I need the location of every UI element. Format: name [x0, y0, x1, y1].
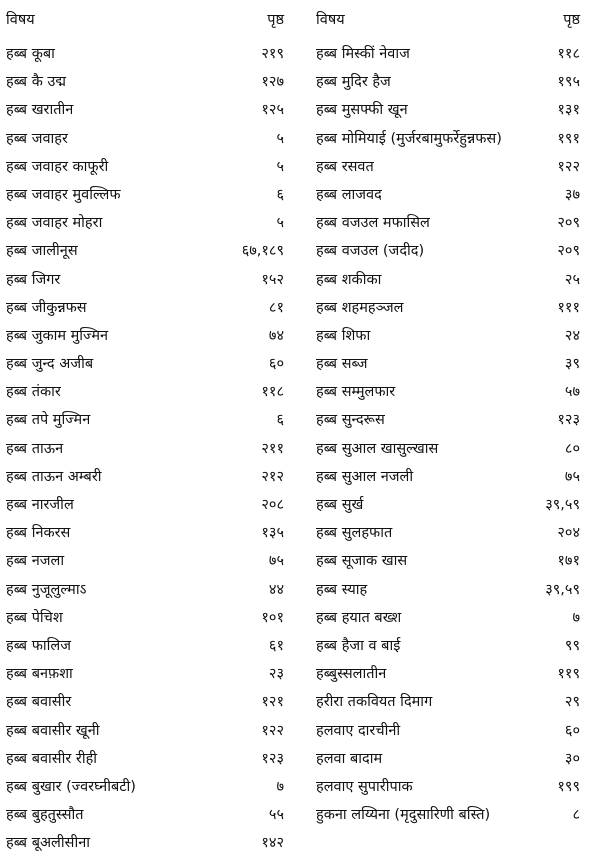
entry-subject: हलवाए सुपारीपाक	[316, 778, 413, 795]
entry-subject: हब्ब तंकार	[6, 384, 61, 401]
entry-subject: हब्ब ताऊन	[6, 440, 64, 457]
entry-subject: हब्ब बुहतुस्सौत	[6, 807, 84, 824]
entry-page-number: १११	[557, 299, 580, 316]
entry-subject: हब्ब जवाहर	[6, 130, 68, 147]
entry-subject: हब्ब सम्मुलफार	[316, 384, 396, 401]
entry-page-number: ५	[276, 130, 284, 147]
entry-page-number: ८०	[564, 440, 580, 457]
entry-subject: हब्ब खरातीन	[6, 102, 74, 119]
entry-page-number: ६७,१८९	[241, 243, 284, 260]
entry-subject: हब्ब निकरस	[6, 525, 71, 542]
entry-subject: हब्ब सब्ज	[316, 356, 368, 373]
entry-subject: हब्ब शहमहञ्जल	[316, 299, 404, 316]
index-entry	[310, 40, 600, 68]
index-entry	[0, 660, 296, 688]
entry-subject: हब्ब मुसफ्फी खून	[316, 102, 408, 119]
entry-subject: हब्ब नारजील	[6, 497, 74, 513]
entry-subject: हब्ब ताऊन अम्बरी	[6, 468, 102, 485]
index-entry	[310, 153, 600, 181]
entry-subject: हरीरा तकवियत दिमाग	[316, 694, 433, 711]
entry-page-number: २९	[564, 694, 580, 711]
entry-subject: हब्ब रसवत	[316, 158, 374, 175]
entry-page-number: १५२	[261, 271, 284, 288]
index-entry	[310, 547, 600, 575]
index-entry	[310, 660, 600, 688]
entry-page-number: ५	[276, 215, 284, 232]
subject-header: विषय	[6, 12, 35, 28]
entry-page-number: १०१	[261, 609, 284, 626]
entry-subject: हब्ब जवाहर मुवल्लिफ	[6, 186, 121, 203]
entry-subject: हब्ब बवासीर	[6, 694, 72, 711]
index-entry	[0, 463, 296, 491]
index-entry	[0, 717, 296, 745]
entry-subject: हब्ब हयात बख्श	[316, 609, 402, 626]
entry-page-number: ३९,५९	[545, 581, 580, 598]
entry-page-number: १२२	[261, 722, 284, 739]
entry-page-number: १४२	[261, 835, 284, 852]
index-entry	[0, 153, 296, 181]
entry-page-number: ५७	[564, 384, 580, 401]
index-entry	[310, 491, 600, 519]
entry-page-number: ६	[276, 186, 284, 203]
entry-subject: हब्ब जीकुन्नफस	[6, 299, 87, 316]
index-entry	[310, 632, 600, 660]
index-entry	[310, 435, 600, 463]
entry-subject: हलवा बादाम	[316, 750, 383, 767]
entry-page-number: १२३	[557, 412, 580, 429]
entry-page-number: ५	[276, 158, 284, 175]
index-entry	[0, 322, 296, 350]
index-entry	[310, 181, 600, 209]
index-entry	[310, 463, 600, 491]
entry-subject: हुकना लय्यिना (मृदुसारिणी बस्ति)	[316, 807, 491, 824]
index-entry	[0, 491, 296, 519]
entry-subject: हब्ब सुआल नजली	[316, 468, 414, 485]
index-entry	[0, 519, 296, 547]
entry-page-number: ३९,५९	[545, 497, 580, 513]
entry-page-number: १३५	[261, 525, 284, 542]
right-column-header	[310, 0, 600, 40]
entry-page-number: २५	[564, 271, 580, 288]
entry-page-number: ५५	[268, 807, 284, 824]
index-entry	[0, 350, 296, 378]
entry-page-number: १९१	[557, 130, 580, 147]
entry-subject: हब्ब सूजाक खास	[316, 553, 408, 570]
index-entry	[0, 576, 296, 604]
entry-subject: हलवाए दारचीनी	[316, 722, 401, 739]
page-header: पृष्ठ	[267, 12, 284, 28]
entry-subject: हब्ब बुखार (ज्वरघ्नीबटी)	[6, 778, 136, 795]
index-entry	[0, 632, 296, 660]
entry-subject: हब्ब सुर्ख	[316, 497, 364, 513]
entry-page-number: ८	[572, 807, 580, 824]
index-entry	[0, 378, 296, 406]
entry-subject: हब्ब बूअलीसीना	[6, 835, 90, 852]
page-header: पृष्ठ	[563, 12, 580, 28]
index-entry	[310, 266, 600, 294]
entry-page-number: १७१	[557, 553, 580, 570]
index-entry	[310, 519, 600, 547]
entry-page-number: ६०	[564, 722, 580, 739]
entry-page-number: ६१	[268, 637, 284, 654]
index-entry	[0, 68, 296, 96]
index-entry	[0, 181, 296, 209]
entry-subject: हब्ब जुकाम मुज्मिन	[6, 327, 109, 344]
entry-page-number: ११८	[557, 46, 580, 62]
index-entry	[310, 209, 600, 237]
entry-subject: हब्ब सुलहफात	[316, 525, 393, 542]
entry-page-number: ११८	[261, 384, 284, 401]
right-index-column	[310, 0, 600, 829]
entry-page-number: २४	[564, 327, 580, 344]
index-entry	[310, 68, 600, 96]
index-entry	[310, 604, 600, 632]
entry-subject: हब्ब शिफा	[316, 327, 371, 344]
index-entry	[310, 576, 600, 604]
entry-page-number: २०४	[557, 525, 580, 542]
entry-subject: हब्ब पेचिश	[6, 609, 63, 626]
entry-page-number: ३७	[564, 186, 580, 203]
index-entry	[310, 688, 600, 716]
entry-subject: हब्ब बवासीर खूनी	[6, 722, 100, 739]
entry-page-number: २१२	[261, 468, 284, 485]
index-entry	[310, 717, 600, 745]
entry-page-number: ९९	[564, 637, 580, 654]
index-entry	[0, 266, 296, 294]
entry-subject: हब्ब मिस्कीं नेवाज	[316, 46, 410, 62]
left-column-header	[0, 0, 296, 40]
entry-subject: हब्ब स्याह	[316, 581, 368, 598]
entry-subject: हब्ब कै उद्म	[6, 74, 67, 91]
entry-page-number: ४४	[268, 581, 284, 598]
subject-header: विषय	[316, 12, 345, 28]
index-entry	[310, 745, 600, 773]
index-entry	[310, 350, 600, 378]
entry-page-number: २३	[268, 666, 284, 683]
index-entry	[0, 435, 296, 463]
entry-page-number: १२७	[261, 74, 284, 91]
entry-page-number: ६	[276, 412, 284, 429]
entry-page-number: ७	[276, 778, 284, 795]
entry-subject: हब्ब नुजूलुल्माऽ	[6, 581, 87, 598]
entry-subject: हब्ब सुन्दरूस	[316, 412, 385, 429]
entry-page-number: २१९	[261, 46, 284, 62]
index-entry	[310, 294, 600, 322]
entry-page-number: ११९	[557, 666, 580, 683]
entry-subject: हब्ब जालीनूस	[6, 243, 78, 260]
entry-subject: हब्ब हैजा व बाई	[316, 637, 401, 654]
index-entry	[310, 406, 600, 434]
index-entry	[0, 801, 296, 829]
index-entry	[0, 406, 296, 434]
entry-page-number: १९९	[557, 778, 580, 795]
entry-subject: हब्ब मुदिर हैज	[316, 74, 391, 91]
index-entry	[310, 378, 600, 406]
entry-subject: हब्ब वजउल (जदीद)	[316, 243, 425, 260]
entry-subject: हब्ब बवासीर रीही	[6, 750, 98, 767]
index-entry	[0, 604, 296, 632]
entry-page-number: ३०	[564, 750, 580, 767]
entry-subject: हब्ब जवाहर मोहरा	[6, 215, 103, 232]
entry-subject: हब्ब तपे मुज्मिन	[6, 412, 91, 429]
entry-subject: हब्ब बनफ़शा	[6, 666, 73, 683]
index-entry	[310, 322, 600, 350]
entry-page-number: ६०	[268, 356, 284, 373]
entry-subject: हब्बुस्सलातीन	[316, 666, 387, 683]
entry-page-number: १२२	[557, 158, 580, 175]
index-entry	[310, 125, 600, 153]
entry-page-number: १३१	[557, 102, 580, 119]
entry-subject: हब्ब जिगर	[6, 271, 61, 288]
index-entry	[310, 237, 600, 265]
entry-page-number: ८१	[268, 299, 284, 316]
left-entry-list	[0, 40, 296, 857]
entry-subject: हब्ब जवाहर काफूरी	[6, 158, 109, 175]
entry-subject: हब्ब वजउल मफासिल	[316, 215, 430, 232]
index-entry	[310, 801, 600, 829]
index-entry	[0, 688, 296, 716]
entry-page-number: १२५	[261, 102, 284, 119]
entry-page-number: ३९	[564, 356, 580, 373]
entry-subject: हब्ब फालिज	[6, 637, 71, 654]
entry-page-number: २०८	[261, 497, 284, 513]
index-entry	[0, 125, 296, 153]
entry-page-number: १२३	[261, 750, 284, 767]
entry-page-number: २०९	[557, 243, 580, 260]
index-entry	[0, 40, 296, 68]
entry-subject: हब्ब कूबा	[6, 46, 55, 62]
index-entry	[0, 96, 296, 124]
index-entry	[0, 209, 296, 237]
index-entry	[0, 773, 296, 801]
entry-subject: हब्ब जुन्द अजीब	[6, 356, 94, 373]
right-entry-list	[310, 40, 600, 829]
entry-page-number: ७४	[268, 327, 284, 344]
index-entry	[310, 96, 600, 124]
index-entry	[310, 773, 600, 801]
left-index-column	[0, 0, 296, 857]
entry-page-number: ७५	[268, 553, 284, 570]
entry-page-number: ७५	[564, 468, 580, 485]
entry-page-number: ७	[572, 609, 580, 626]
index-entry	[0, 294, 296, 322]
index-entry	[0, 547, 296, 575]
entry-subject: हब्ब सुआल खासुल्खास	[316, 440, 439, 457]
index-entry	[0, 745, 296, 773]
index-entry	[0, 237, 296, 265]
entry-page-number: १२१	[261, 694, 284, 711]
entry-subject: हब्ब शकीका	[316, 271, 382, 288]
entry-page-number: १९५	[557, 74, 580, 91]
entry-page-number: २०९	[557, 215, 580, 232]
entry-page-number: २११	[261, 440, 284, 457]
entry-subject: हब्ब मोमियाई (मुर्जरबामुफर्रेहुन्नफस)	[316, 130, 502, 147]
entry-subject: हब्ब लाजवद	[316, 186, 382, 203]
index-entry	[0, 829, 296, 857]
entry-subject: हब्ब नजला	[6, 553, 65, 570]
